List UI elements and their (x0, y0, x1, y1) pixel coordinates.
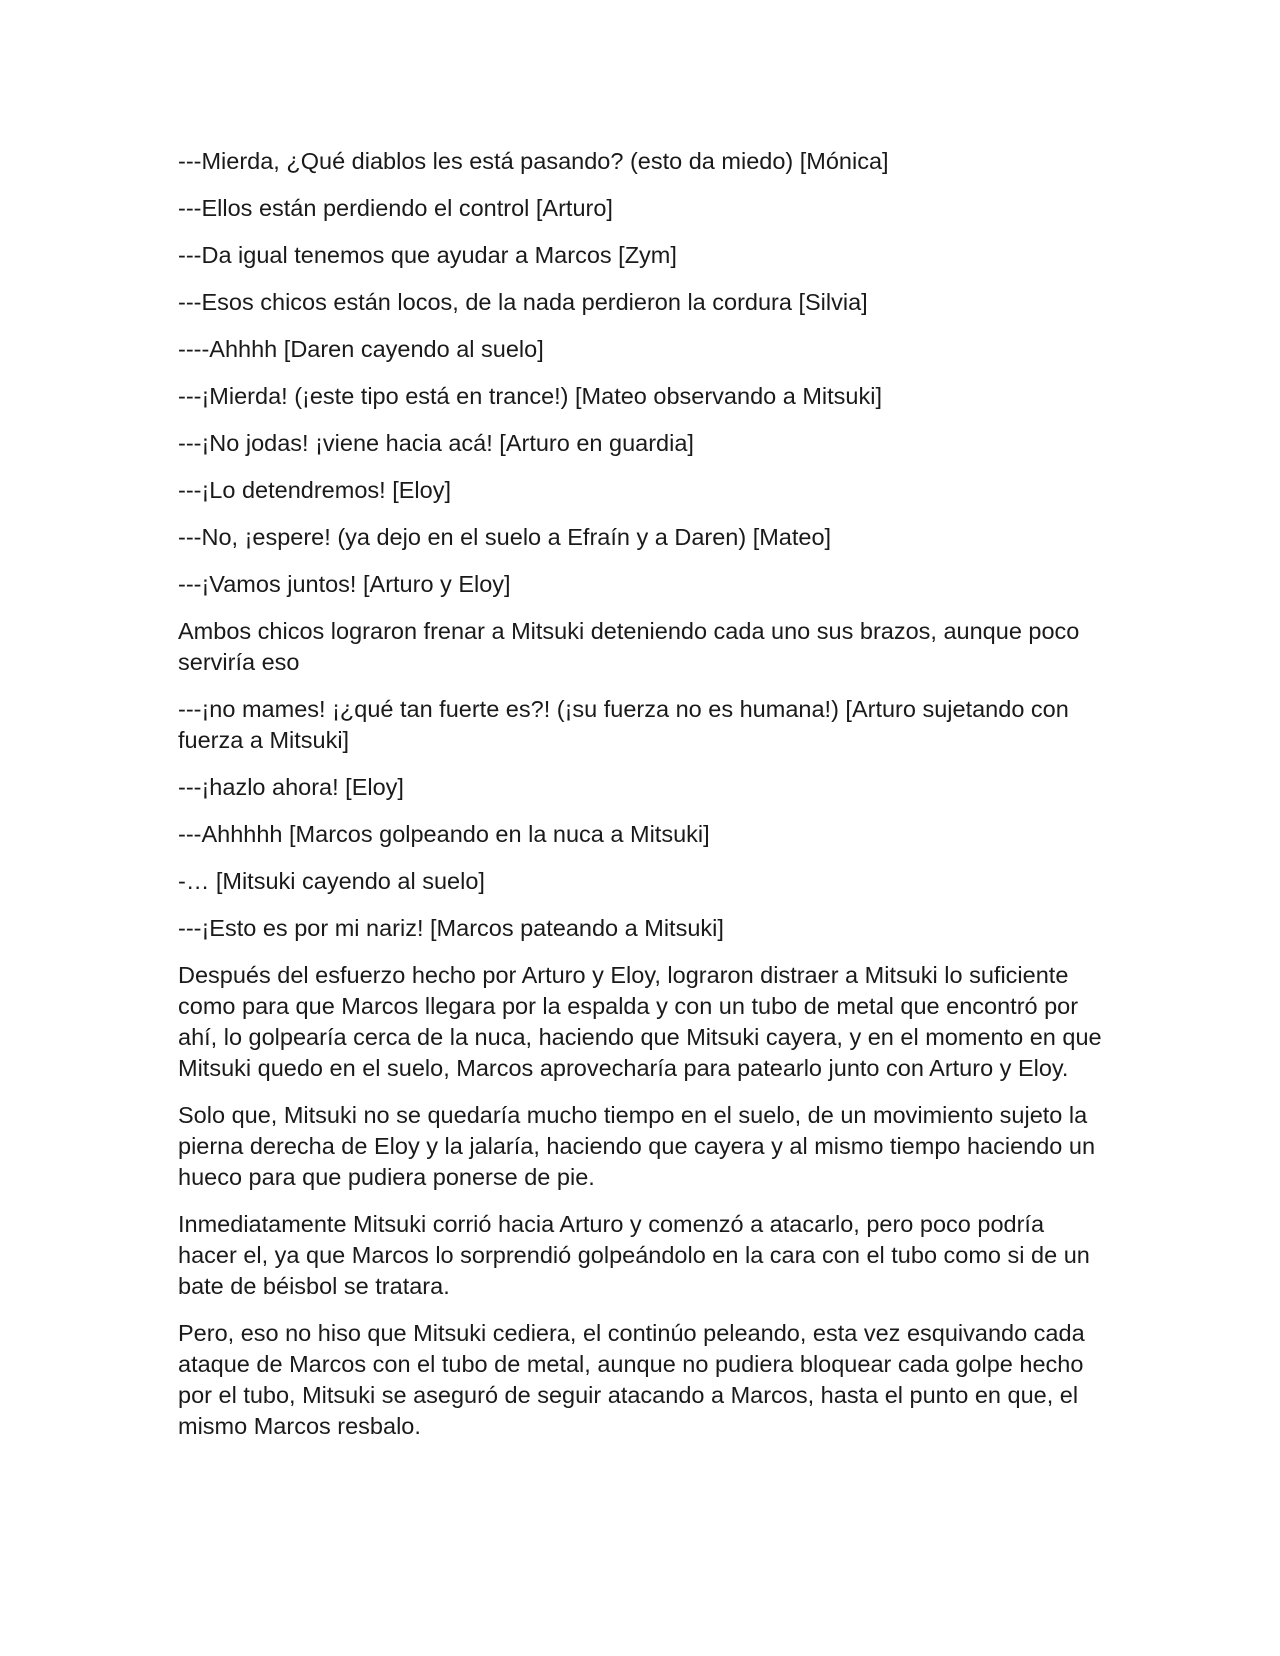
dialogue-line: ---¡Esto es por mi nariz! [Marcos pateando a Mitsuki] (178, 915, 724, 941)
document-body (178, 146, 1108, 1458)
dialogue-line: ---Esos chicos están locos, de la nada perdieron la cordura [Silvia] (178, 289, 868, 315)
dialogue-line: ---Da igual tenemos que ayudar a Marcos [Zym] (178, 242, 677, 268)
dialogue-line: ---¡Mierda! (¡este tipo está en trance!) [Mateo observando a Mitsuki] (178, 383, 882, 409)
dialogue-line: ---¡Lo detendremos! [Eloy] (178, 477, 451, 503)
dialogue-line: ---¡hazlo ahora! [Eloy] (178, 774, 404, 800)
dialogue-line: ---No, ¡espere! (ya dejo en el suelo a Efraín y a Daren) [Mateo] (178, 524, 832, 550)
dialogue-line: ---¡Vamos juntos! [Arturo y Eloy] (178, 571, 511, 597)
dialogue-line: ---Ellos están perdiendo el control [Arturo] (178, 195, 613, 221)
narrative-paragraph: Pero, eso no hiso que Mitsuki cediera, el continúo peleando, esta vez esquivando cada ataque de Marcos con el tubo de metal, aunque no pudiera bloquear cada golpe hecho por el tubo, Mitsuki se aseguró de seguir atacando a Marcos, hasta el punto en que, el mismo Marcos resbalo. (178, 1320, 1085, 1439)
narrative-paragraph: Ambos chicos lograron frenar a Mitsuki deteniendo cada uno sus brazos, aunque poco serviría eso (178, 618, 1080, 675)
narrative-paragraph: Solo que, Mitsuki no se quedaría mucho tiempo en el suelo, de un movimiento sujeto la pierna derecha de Eloy y la jalaría, haciendo que cayera y al mismo tiempo haciendo un hueco para que pudiera ponerse de pie. (178, 1102, 1096, 1190)
narrative-paragraph: Después del esfuerzo hecho por Arturo y Eloy, lograron distraer a Mitsuki lo suficiente como para que Marcos llegara por la espalda y con un tubo de metal que encontró por ahí, lo golpearía cerca de la nuca, haciendo que Mitsuki cayera, y en el momento en que Mitsuki quedo en el suelo, Marcos aprovecharía para patearlo junto con Arturo y Eloy. (178, 962, 1102, 1081)
dialogue-line: -… [Mitsuki cayendo al suelo] (178, 868, 485, 894)
dialogue-line: ---¡no mames! ¡¿qué tan fuerte es?! (¡su fuerza no es humana!) [Arturo sujetando con fuerza a Mitsuki] (178, 696, 1069, 753)
dialogue-line: ----Ahhhh [Daren cayendo al suelo] (178, 336, 544, 362)
dialogue-line: ---Mierda, ¿Qué diablos les está pasando? (esto da miedo) [Mónica] (178, 148, 889, 174)
dialogue-line: ---Ahhhhh [Marcos golpeando en la nuca a Mitsuki] (178, 821, 710, 847)
dialogue-line: ---¡No jodas! ¡viene hacia acá! [Arturo en guardia] (178, 430, 694, 456)
narrative-paragraph: Inmediatamente Mitsuki corrió hacia Arturo y comenzó a atacarlo, pero poco podría hacer el, ya que Marcos lo sorprendió golpeándolo en la cara con el tubo como si de un bate de béisbol se tratara. (178, 1211, 1090, 1299)
